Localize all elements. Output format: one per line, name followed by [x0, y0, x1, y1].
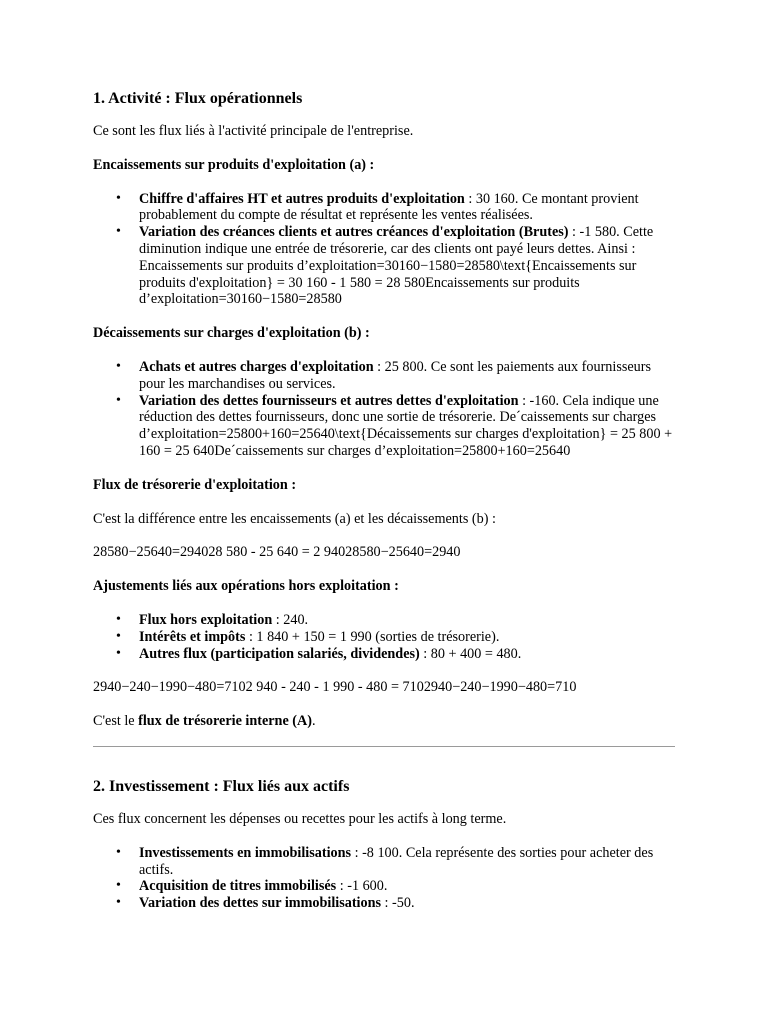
- flux-exploitation-heading: Flux de trésorerie d'exploitation :: [93, 476, 297, 493]
- list-item: • Variation des dettes fournisseurs et autres dettes d'exploitation : -160. Cela indique une réduction des dettes fournisseurs, donc une sortie de trésorerie. De´caissements sur charges d’exploitation=25800+160=25640\text{Décaissements sur charges d'exploitation} = 25 800 + 160 = 25 640De´caissements sur charges d’exploitation=25800+160=25640: [139, 393, 675, 460]
- decaissements-list: [93, 359, 675, 460]
- section-1-title: 1. Activité : Flux opérationnels: [93, 90, 303, 107]
- section-2-intro: Ces flux concernent les dépenses ou recettes pour les actifs à long terme.: [93, 810, 507, 827]
- list-item: • Acquisition de titres immobilisés : -1 600.: [139, 878, 675, 895]
- section-1-intro: Ce sont les flux liés à l'activité principale de l'entreprise.: [93, 123, 414, 139]
- list-item: • Intérêts et impôts : 1 840 + 150 = 1 990 (sorties de trésorerie).: [139, 629, 675, 646]
- document-content: [93, 87, 675, 912]
- ajustements-list: [93, 612, 675, 662]
- list-item: • Chiffre d'affaires HT et autres produits d'exploitation : 30 160. Ce montant provient probablement du compte de résultat et représente les ventes réalisées.: [139, 191, 675, 225]
- flux-exploitation-equation: 28580−25640=294028 580 - 25 640 = 2 94028580−25640=2940: [93, 544, 461, 561]
- investissement-list: [93, 845, 675, 912]
- list-item: • Investissements en immobilisations : -8 100. Cela représente des sorties pour acheter des actifs.: [139, 845, 675, 879]
- section-2-title: 2. Investissement : Flux liés aux actifs: [93, 777, 350, 795]
- ajustements-equation: 2940−240−1990−480=7102 940 - 240 - 1 990 - 480 = 7102940−240−1990−480=710: [93, 679, 577, 696]
- encaissements-heading: Encaissements sur produits d'exploitation (a) :: [93, 156, 375, 173]
- list-item: • Variation des dettes sur immobilisations : -50.: [139, 895, 675, 912]
- flux-interne-statement: C'est le flux de trésorerie interne (A).: [93, 713, 316, 730]
- section-divider: [93, 746, 675, 747]
- flux-exploitation-text: C'est la différence entre les encaissements (a) et les décaissements (b) :: [93, 510, 496, 527]
- list-item: • Variation des créances clients et autres créances d'exploitation (Brutes) : -1 580. Cette diminution indique une entrée de trésorerie, car des clients ont payé leurs dettes. Ainsi : Encaissements sur produits d’exploitation=30160−1580=28580\text{Encaissements sur produits d'exploitation} = 30 160 - 1 580 = 28 580Encaissements sur produits d’exploitation=30160−1580=28580: [139, 224, 675, 308]
- list-item: • Flux hors exploitation : 240.: [139, 612, 675, 629]
- list-item: • Autres flux (participation salariés, dividendes) : 80 + 400 = 480.: [139, 646, 675, 663]
- list-item: • Achats et autres charges d'exploitation : 25 800. Ce sont les paiements aux fournisseurs pour les marchandises ou services.: [139, 359, 675, 393]
- section-divider-wrap: [93, 746, 675, 747]
- ajustements-heading: Ajustements liés aux opérations hors exploitation :: [93, 578, 399, 595]
- encaissements-list: [93, 191, 675, 309]
- decaissements-heading: Décaissements sur charges d'exploitation (b) :: [93, 325, 370, 342]
